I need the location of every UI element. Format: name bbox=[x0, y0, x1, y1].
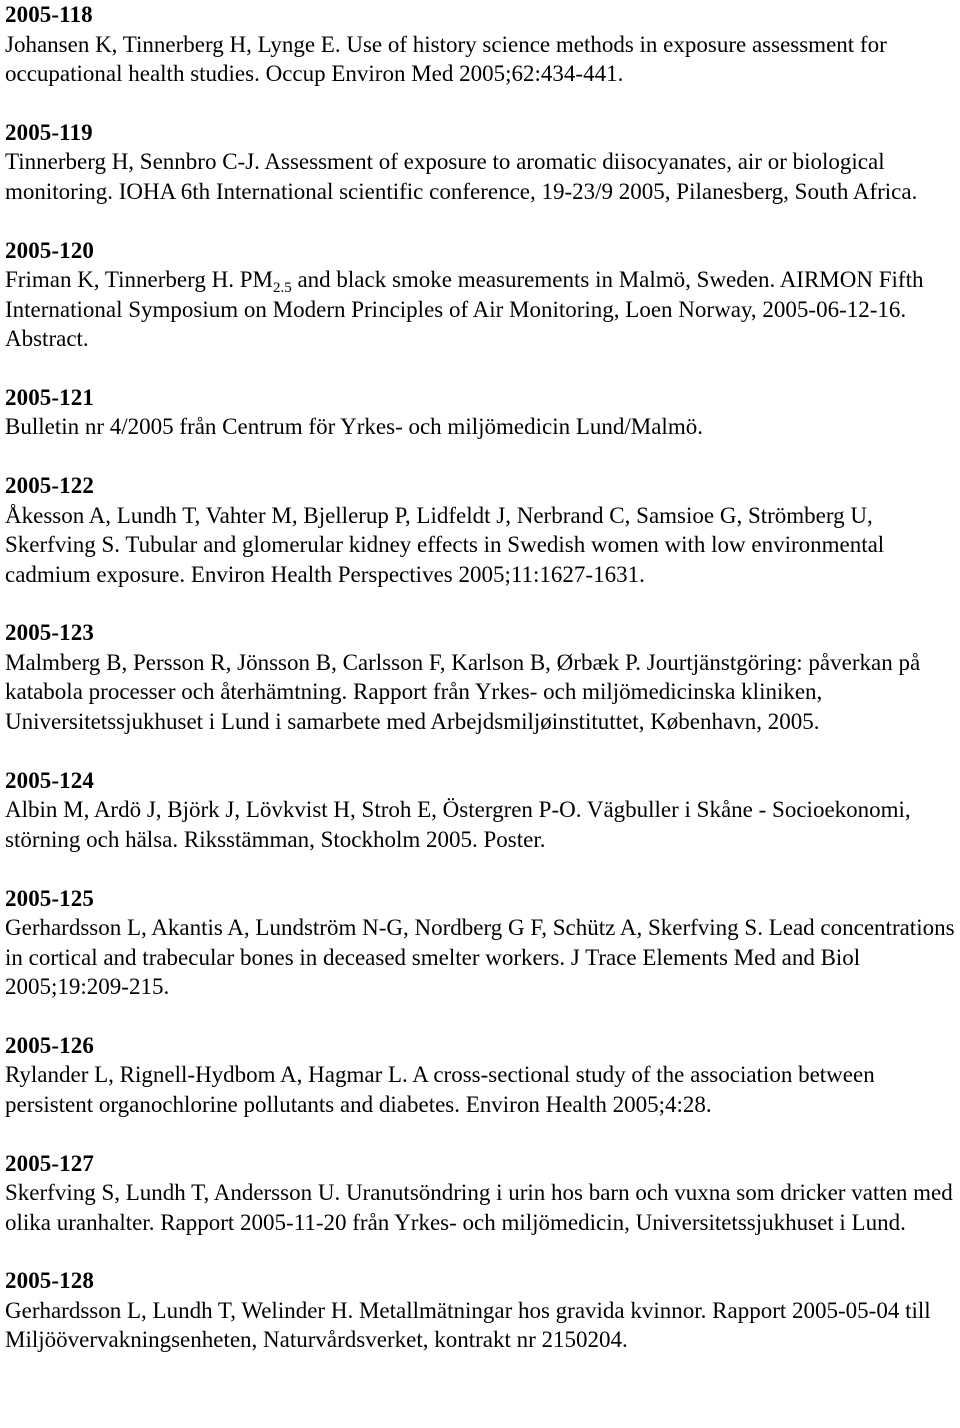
publication-entry bbox=[5, 1031, 955, 1120]
publication-entry bbox=[5, 236, 955, 354]
publication-entry bbox=[5, 1266, 955, 1355]
entry-citation: Skerfving S, Lundh T, Andersson U. Uranutsöndring i urin hos barn och vuxna som dricker vatten med olika uranhalter. Rapport 2005-11-20 från Yrkes- och miljömedicin, Universitetssjukhuset i Lund. bbox=[5, 1180, 953, 1235]
publication-list bbox=[5, 0, 955, 1384]
entry-id: 2005-124 bbox=[5, 767, 94, 793]
entry-id: 2005-125 bbox=[5, 885, 94, 911]
publication-entry bbox=[5, 0, 955, 89]
publication-entry bbox=[5, 1149, 955, 1238]
entry-citation: Johansen K, Tinnerberg H, Lynge E. Use of history science methods in exposure assessment for occupational health studies. Occup Environ Med 2005;62:434-441. bbox=[5, 31, 887, 86]
entry-citation: Malmberg B, Persson R, Jönsson B, Carlsson F, Karlson B, Ørbæk P. Jourtjänstgöring: påverkan på katabola processer och återhämtning. Rapport från Yrkes- och miljömedicinska kliniken, Universitetssjukhuset i Lund i samarbete med Arbejdsmiljøinstituttet, København, 2005. bbox=[5, 649, 921, 734]
publication-entry bbox=[5, 884, 955, 1002]
entry-citation: Bulletin nr 4/2005 från Centrum för Yrkes- och miljömedicin Lund/Malmö. bbox=[5, 414, 703, 440]
entry-citation: Rylander L, Rignell-Hydbom A, Hagmar L. A cross-sectional study of the association between persistent organochlorine pollutants and diabetes. Environ Health 2005;4:28. bbox=[5, 1062, 875, 1117]
citation-text-start: Friman K, Tinnerberg H. PM bbox=[5, 267, 273, 293]
citation-text-end: and black smoke measurements in Malmö, Sweden. AIRMON Fifth International Symposium on Modern Principles of Air Monitoring, Loen Norway, 2005-06-12-16. Abstract. bbox=[5, 267, 924, 352]
entry-citation: Gerhardsson L, Akantis A, Lundström N-G, Nordberg G F, Schütz A, Skerfving S. Lead concentrations in cortical and trabecular bones in deceased smelter workers. J Trace Elements Med and Biol 2005;19:209-215. bbox=[5, 915, 955, 1000]
entry-citation: Gerhardsson L, Lundh T, Welinder H. Metallmätningar hos gravida kvinnor. Rapport 2005-05-04 till Miljöövervakningsenheten, Naturvårdsverket, kontrakt nr 2150204. bbox=[5, 1297, 931, 1353]
publication-entry bbox=[5, 766, 955, 855]
entry-id: 2005-127 bbox=[5, 1150, 94, 1176]
entry-id: 2005-121 bbox=[5, 384, 94, 410]
pm-subscript: 2.5 bbox=[272, 280, 292, 297]
entry-id: 2005-123 bbox=[5, 620, 94, 646]
entry-id: 2005-120 bbox=[5, 237, 94, 263]
entry-id: 2005-128 bbox=[5, 1268, 94, 1294]
entry-id: 2005-126 bbox=[5, 1032, 94, 1058]
entry-id: 2005-122 bbox=[5, 473, 94, 499]
publication-entry bbox=[5, 618, 955, 736]
entry-id: 2005-119 bbox=[5, 119, 93, 145]
entry-citation bbox=[5, 265, 955, 354]
entry-citation: Albin M, Ardö J, Björk J, Lövkvist H, Stroh E, Östergren P-O. Vägbuller i Skåne - Socioekonomi, störning och hälsa. Riksstämman, Stockholm 2005. Poster. bbox=[5, 797, 911, 852]
publication-entry bbox=[5, 471, 955, 589]
entry-citation: Åkesson A, Lundh T, Vahter M, Bjellerup P, Lidfeldt J, Nerbrand C, Samsioe G, Strömberg U, Skerfving S. Tubular and glomerular kidney effects in Swedish women with low environmental cadmium exposure. Environ Health Perspectives 2005;11:1627-1631. bbox=[5, 502, 885, 587]
entry-id: 2005-118 bbox=[5, 2, 93, 27]
publication-entry bbox=[5, 118, 955, 207]
entry-citation: Tinnerberg H, Sennbro C-J. Assessment of exposure to aromatic diisocyanates, air or biological monitoring. IOHA 6th International scientific conference, 19-23/9 2005, Pilanesberg, South Africa. bbox=[5, 149, 918, 204]
publication-entry bbox=[5, 383, 955, 442]
